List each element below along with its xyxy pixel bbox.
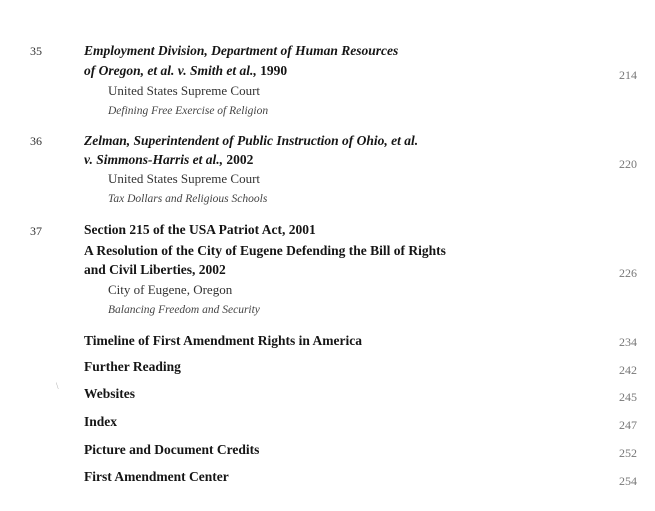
- back-matter-page-number: 254: [619, 474, 637, 488]
- entry-court: City of Eugene, Oregon: [108, 282, 233, 297]
- entry-number: 35: [30, 44, 42, 58]
- entry-title-line: A Resolution of the City of Eugene Defending the Bill of Rights: [84, 243, 446, 258]
- entry-number: 36: [30, 134, 42, 148]
- entry-page-number: 226: [619, 266, 637, 280]
- back-matter-index: Index: [84, 414, 118, 429]
- back-matter-page-number: 252: [619, 446, 637, 460]
- entry-theme: Tax Dollars and Religious Schools: [108, 193, 268, 205]
- entry-title-line: Employment Division, Department of Human Resources: [84, 43, 399, 58]
- entry-number: 37: [30, 224, 42, 238]
- back-matter-credits: Picture and Document Credits: [84, 442, 260, 457]
- back-matter-page-number: 242: [619, 363, 637, 377]
- back-matter-websites: Websites: [84, 386, 136, 401]
- back-matter-timeline: Timeline of First Amendment Rights in America: [84, 333, 362, 348]
- entry-title-line: and Civil Liberties, 2002: [84, 262, 226, 277]
- entry-title-line: Section 215 of the USA Patriot Act, 2001: [84, 222, 316, 237]
- scan-mark: \: [56, 381, 59, 391]
- entry-title-line: v. Simmons-Harris et al., 2002: [84, 152, 254, 167]
- entry-court: United States Supreme Court: [108, 83, 261, 98]
- back-matter-page-number: 245: [619, 390, 637, 404]
- entry-court: United States Supreme Court: [108, 171, 261, 186]
- entry-theme: Balancing Freedom and Security: [108, 304, 260, 316]
- entry-page-number: 214: [619, 68, 637, 82]
- entry-title-line: Zelman, Superintendent of Public Instruction of Ohio, et al.: [84, 133, 419, 148]
- entry-title-line: of Oregon, et al. v. Smith et al., 1990: [84, 63, 288, 78]
- entry-theme: Defining Free Exercise of Religion: [108, 105, 269, 117]
- back-matter-further-reading: Further Reading: [84, 359, 181, 374]
- back-matter-first-amendment-center: First Amendment Center: [84, 469, 229, 484]
- entry-page-number: 220: [619, 157, 637, 171]
- back-matter-page-number: 247: [619, 418, 637, 432]
- back-matter-page-number: 234: [619, 335, 637, 349]
